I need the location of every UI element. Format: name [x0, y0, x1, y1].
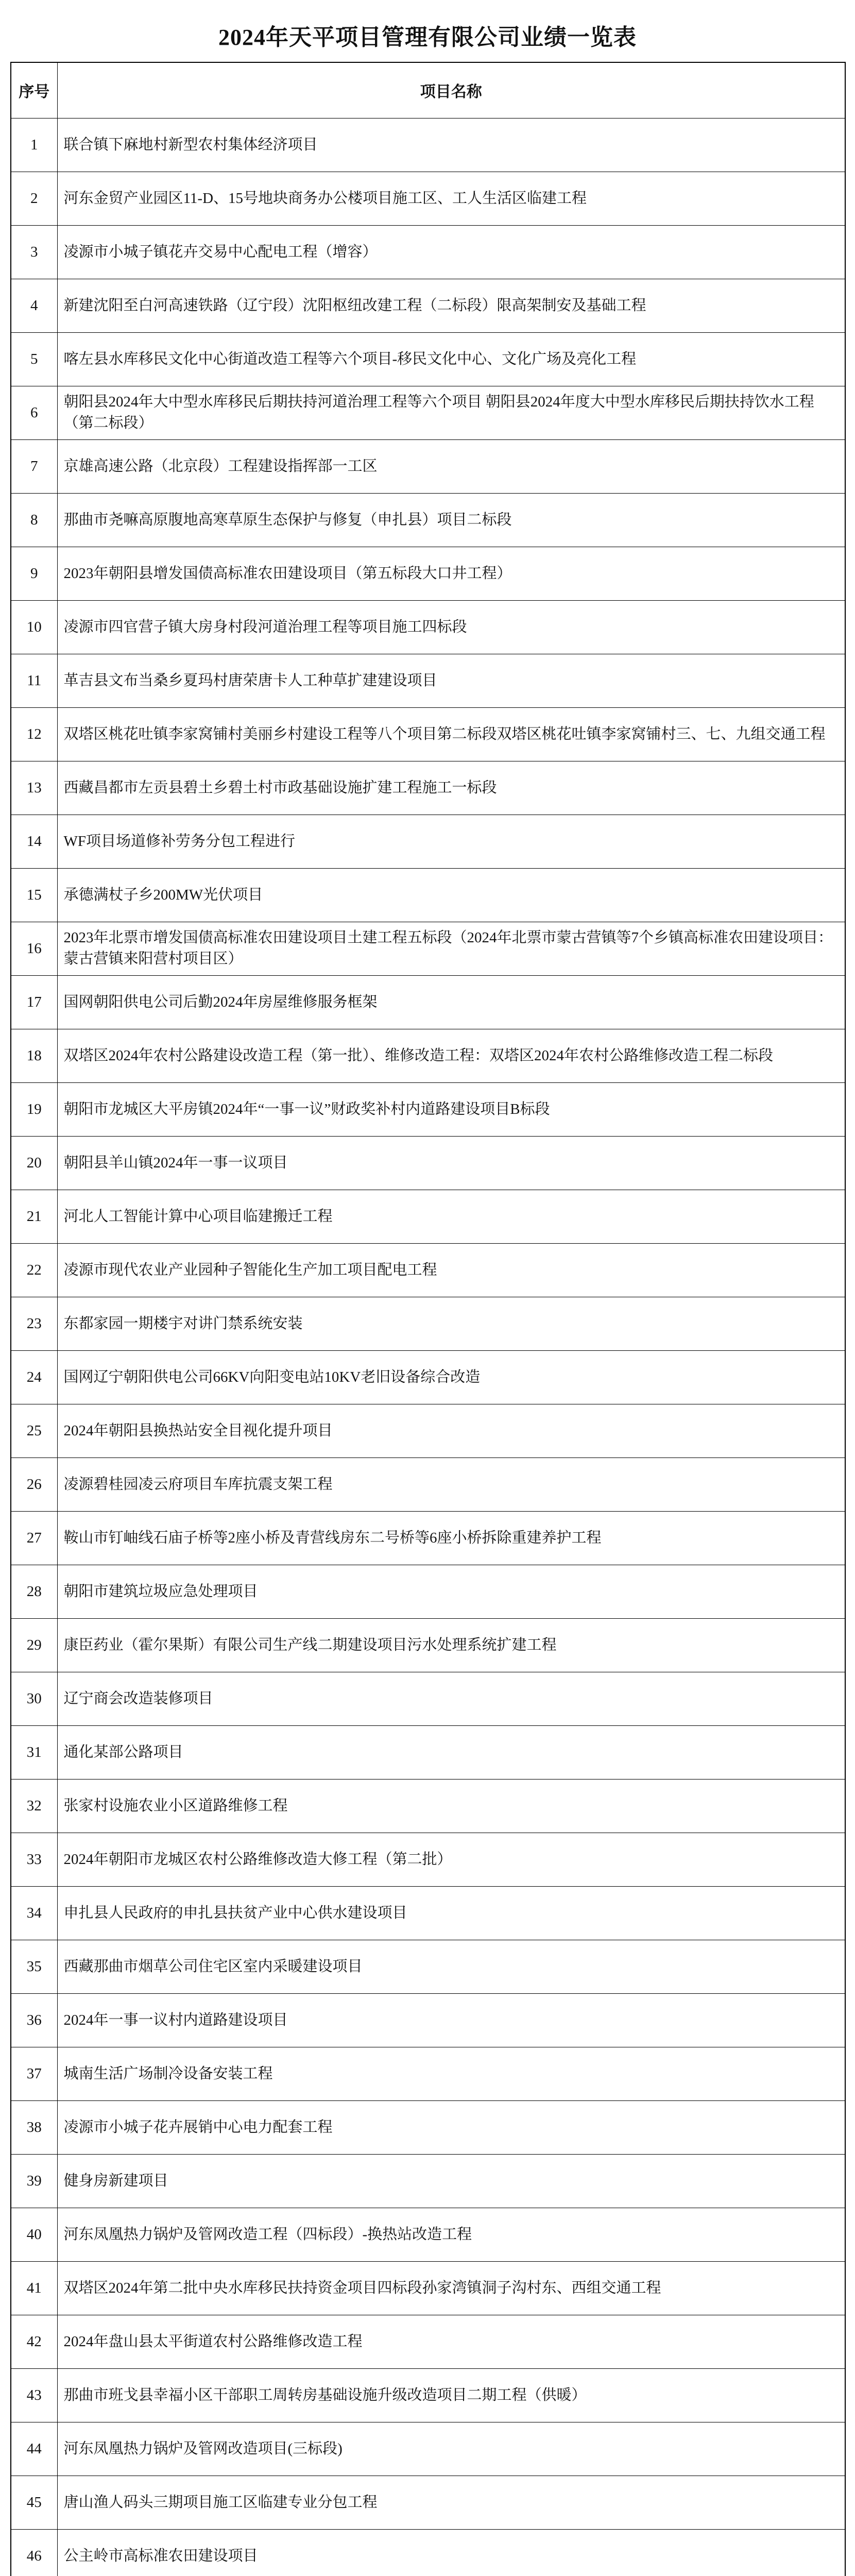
project-name: 2024年朝阳县换热站安全目视化提升项目	[57, 1404, 845, 1458]
table-row	[11, 332, 845, 386]
project-name: 2024年朝阳市龙城区农村公路维修改造大修工程（第二批）	[57, 1833, 845, 1886]
project-name: 康臣药业（霍尔果斯）有限公司生产线二期建设项目污水处理系统扩建工程	[57, 1618, 845, 1672]
row-number: 18	[11, 1029, 57, 1082]
row-number: 31	[11, 1725, 57, 1779]
row-number: 43	[11, 2368, 57, 2422]
table-row	[11, 118, 845, 172]
table-row	[11, 1672, 845, 1725]
table-row	[11, 2315, 845, 2368]
project-name: 凌源市小城子镇花卉交易中心配电工程（增容）	[57, 225, 845, 279]
row-number: 34	[11, 1886, 57, 1940]
table-row	[11, 1940, 845, 1993]
project-name: 东都家园一期楼宇对讲门禁系统安装	[57, 1297, 845, 1350]
table-row	[11, 1190, 845, 1243]
project-name: 国网辽宁朝阳供电公司66KV向阳变电站10KV老旧设备综合改造	[57, 1350, 845, 1404]
table-row	[11, 654, 845, 707]
project-name: 那曲市班戈县幸福小区干部职工周转房基础设施升级改造项目二期工程（供暖）	[57, 2368, 845, 2422]
project-name: 凌源市小城子花卉展销中心电力配套工程	[57, 2100, 845, 2154]
project-name: 朝阳县2024年大中型水库移民后期扶持河道治理工程等六个项目 朝阳县2024年度大中型水库移民后期扶持饮水工程（第二标段）	[57, 386, 845, 439]
row-number: 6	[11, 386, 57, 439]
row-number: 17	[11, 975, 57, 1029]
table-row	[11, 1993, 845, 2047]
table-row	[11, 1243, 845, 1297]
project-name: 凌源市四官营子镇大房身村段河道治理工程等项目施工四标段	[57, 600, 845, 654]
project-name: 双塔区2024年第二批中央水库移民扶持资金项目四标段孙家湾镇洞子沟村东、西组交通工程	[57, 2261, 845, 2315]
project-name: 鞍山市钉岫线石庙子桥等2座小桥及青营线房东二号桥等6座小桥拆除重建养护工程	[57, 1511, 845, 1565]
table-row	[11, 1725, 845, 1779]
project-name: 河北人工智能计算中心项目临建搬迁工程	[57, 1190, 845, 1243]
project-name: 联合镇下麻地村新型农村集体经济项目	[57, 118, 845, 172]
project-name: 河东金贸产业园区11-D、15号地块商务办公楼项目施工区、工人生活区临建工程	[57, 172, 845, 225]
project-name: 承德满杖子乡200MW光伏项目	[57, 868, 845, 922]
row-number: 4	[11, 279, 57, 332]
project-name: 双塔区桃花吐镇李家窝铺村美丽乡村建设工程等八个项目第二标段双塔区桃花吐镇李家窝铺村三、七、九组交通工程	[57, 707, 845, 761]
row-number: 5	[11, 332, 57, 386]
project-name: 唐山渔人码头三期项目施工区临建专业分包工程	[57, 2476, 845, 2529]
project-name: 河东凤凰热力锅炉及管网改造项目(三标段)	[57, 2422, 845, 2476]
row-number: 37	[11, 2047, 57, 2100]
project-name: 2023年北票市增发国债高标准农田建设项目土建工程五标段（2024年北票市蒙古营镇等7个乡镇高标准农田建设项目：蒙古营镇来阳营村项目区）	[57, 922, 845, 975]
project-name: 申扎县人民政府的申扎县扶贫产业中心供水建设项目	[57, 1886, 845, 1940]
project-name: 辽宁商会改造装修项目	[57, 1672, 845, 1725]
header-serial-number: 序号	[11, 62, 57, 118]
project-name: 凌源市现代农业产业园种子智能化生产加工项目配电工程	[57, 1243, 845, 1297]
table-row	[11, 2422, 845, 2476]
table-row	[11, 1297, 845, 1350]
project-name: 公主岭市高标准农田建设项目	[57, 2529, 845, 2576]
row-number: 26	[11, 1458, 57, 1511]
row-number: 45	[11, 2476, 57, 2529]
table-row	[11, 1458, 845, 1511]
row-number: 13	[11, 761, 57, 815]
table-row	[11, 1511, 845, 1565]
project-name: WF项目场道修补劳务分包工程进行	[57, 815, 845, 868]
project-name: 西藏那曲市烟草公司住宅区室内采暖建设项目	[57, 1940, 845, 1993]
row-number: 35	[11, 1940, 57, 1993]
table-row	[11, 600, 845, 654]
table-header	[11, 62, 845, 118]
row-number: 46	[11, 2529, 57, 2576]
performance-table	[10, 62, 846, 2576]
row-number: 7	[11, 439, 57, 493]
project-name: 城南生活广场制冷设备安装工程	[57, 2047, 845, 2100]
row-number: 8	[11, 493, 57, 547]
table-row	[11, 1618, 845, 1672]
row-number: 3	[11, 225, 57, 279]
table-row	[11, 2047, 845, 2100]
table-row	[11, 2208, 845, 2261]
project-name: 那曲市尧嘛高原腹地高寒草原生态保护与修复（申扎县）项目二标段	[57, 493, 845, 547]
table-row	[11, 225, 845, 279]
project-name: 朝阳市龙城区大平房镇2024年“一事一议”财政奖补村内道路建设项目B标段	[57, 1082, 845, 1136]
project-name: 2024年盘山县太平街道农村公路维修改造工程	[57, 2315, 845, 2368]
table-row	[11, 1404, 845, 1458]
project-name: 革吉县文布当桑乡夏玛村唐荣唐卡人工种草扩建建设项目	[57, 654, 845, 707]
row-number: 27	[11, 1511, 57, 1565]
table-row	[11, 1029, 845, 1082]
table-row	[11, 1136, 845, 1190]
row-number: 33	[11, 1833, 57, 1886]
table-row	[11, 547, 845, 600]
table-row	[11, 2261, 845, 2315]
table-row	[11, 172, 845, 225]
project-name: 朝阳县羊山镇2024年一事一议项目	[57, 1136, 845, 1190]
project-name: 新建沈阳至白河高速铁路（辽宁段）沈阳枢纽改建工程（二标段）限高架制安及基础工程	[57, 279, 845, 332]
row-number: 36	[11, 1993, 57, 2047]
table-row	[11, 761, 845, 815]
row-number: 15	[11, 868, 57, 922]
row-number: 19	[11, 1082, 57, 1136]
table-row	[11, 815, 845, 868]
row-number: 44	[11, 2422, 57, 2476]
row-number: 14	[11, 815, 57, 868]
table-row	[11, 386, 845, 439]
table-row	[11, 2368, 845, 2422]
row-number: 32	[11, 1779, 57, 1833]
table-row	[11, 1565, 845, 1618]
row-number: 16	[11, 922, 57, 975]
project-name: 凌源碧桂园凌云府项目车库抗震支架工程	[57, 1458, 845, 1511]
row-number: 23	[11, 1297, 57, 1350]
table-row	[11, 868, 845, 922]
row-number: 41	[11, 2261, 57, 2315]
header-row	[11, 62, 845, 118]
table-row	[11, 439, 845, 493]
row-number: 39	[11, 2154, 57, 2208]
row-number: 38	[11, 2100, 57, 2154]
project-name: 京雄高速公路（北京段）工程建设指挥部一工区	[57, 439, 845, 493]
row-number: 24	[11, 1350, 57, 1404]
row-number: 10	[11, 600, 57, 654]
row-number: 11	[11, 654, 57, 707]
project-name: 朝阳市建筑垃圾应急处理项目	[57, 1565, 845, 1618]
row-number: 21	[11, 1190, 57, 1243]
row-number: 2	[11, 172, 57, 225]
table-row	[11, 1886, 845, 1940]
project-name: 2024年一事一议村内道路建设项目	[57, 1993, 845, 2047]
table-row	[11, 2529, 845, 2576]
table-row	[11, 2154, 845, 2208]
row-number: 22	[11, 1243, 57, 1297]
project-name: 健身房新建项目	[57, 2154, 845, 2208]
table-row	[11, 1082, 845, 1136]
project-name: 喀左县水库移民文化中心街道改造工程等六个项目-移民文化中心、文化广场及亮化工程	[57, 332, 845, 386]
table-body	[11, 118, 845, 2576]
row-number: 20	[11, 1136, 57, 1190]
row-number: 28	[11, 1565, 57, 1618]
row-number: 1	[11, 118, 57, 172]
row-number: 29	[11, 1618, 57, 1672]
row-number: 30	[11, 1672, 57, 1725]
project-name: 通化某部公路项目	[57, 1725, 845, 1779]
project-name: 双塔区2024年农村公路建设改造工程（第一批）、维修改造工程：双塔区2024年农村公路维修改造工程二标段	[57, 1029, 845, 1082]
table-row	[11, 493, 845, 547]
table-row	[11, 2100, 845, 2154]
project-name: 张家村设施农业小区道路维修工程	[57, 1779, 845, 1833]
table-row	[11, 922, 845, 975]
project-name: 河东凤凰热力锅炉及管网改造工程（四标段）-换热站改造工程	[57, 2208, 845, 2261]
table-row	[11, 707, 845, 761]
project-name: 国网朝阳供电公司后勤2024年房屋维修服务框架	[57, 975, 845, 1029]
document-title: 2024年天平项目管理有限公司业绩一览表	[218, 25, 637, 50]
row-number: 9	[11, 547, 57, 600]
table-row	[11, 975, 845, 1029]
table-row	[11, 2476, 845, 2529]
header-project-name: 项目名称	[57, 62, 845, 118]
row-number: 12	[11, 707, 57, 761]
table-row	[11, 279, 845, 332]
table-row	[11, 1833, 845, 1886]
project-name: 2023年朝阳县增发国债高标准农田建设项目（第五标段大口井工程）	[57, 547, 845, 600]
row-number: 42	[11, 2315, 57, 2368]
table-row	[11, 1350, 845, 1404]
project-name: 西藏昌都市左贡县碧土乡碧土村市政基础设施扩建工程施工一标段	[57, 761, 845, 815]
row-number: 40	[11, 2208, 57, 2261]
row-number: 25	[11, 1404, 57, 1458]
table-row	[11, 1779, 845, 1833]
